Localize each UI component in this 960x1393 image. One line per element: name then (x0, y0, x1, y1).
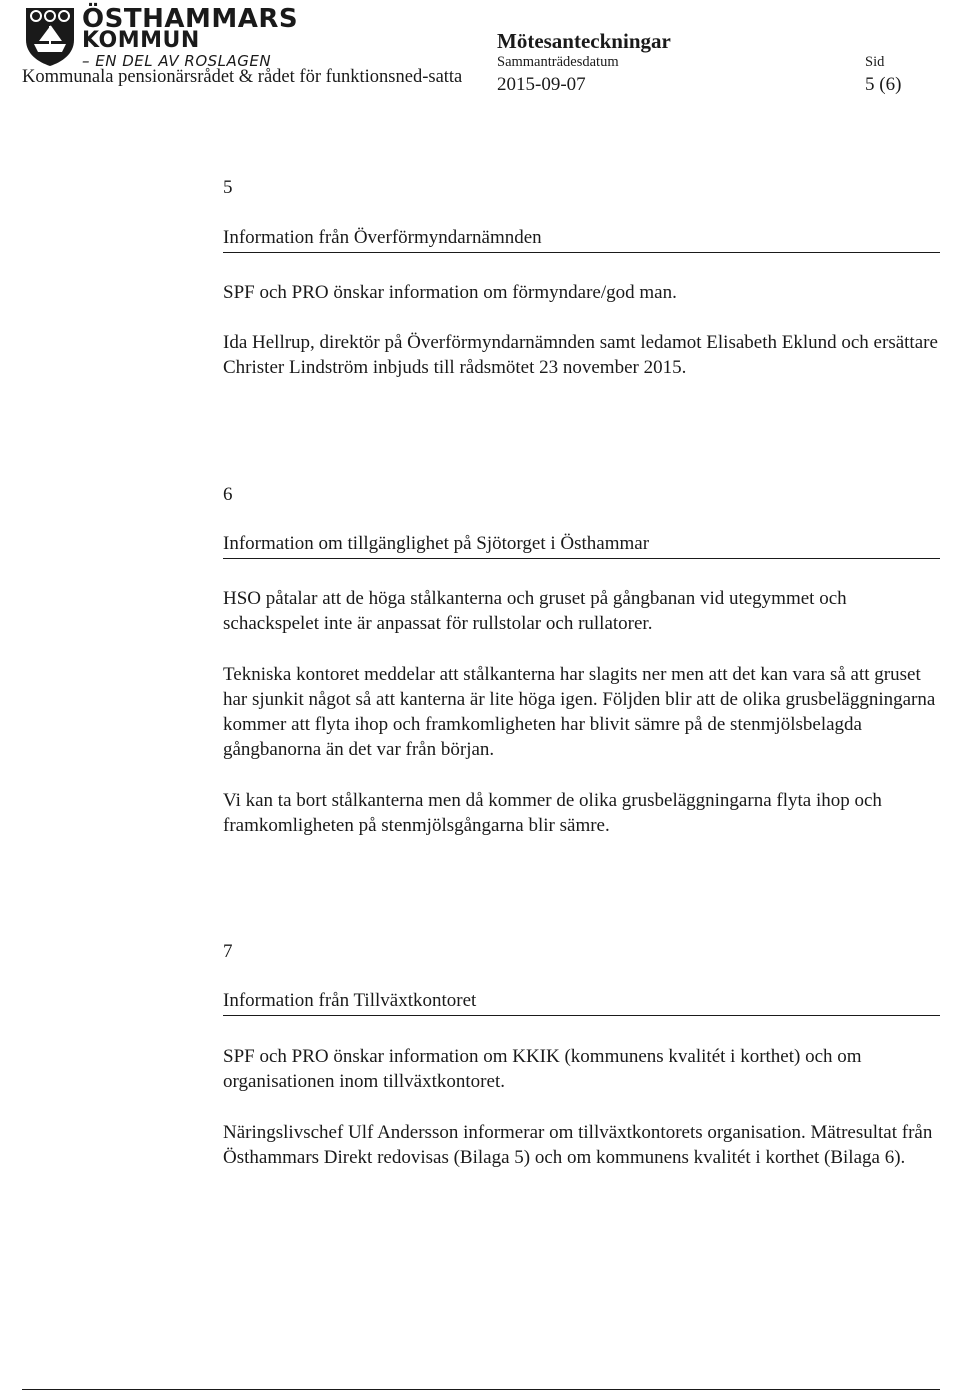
section-paragraph: Vi kan ta bort stålkanterna men då kommer de olika grusbeläggningarna flyta ihop och framkomligheten på stenmjölsgångarna blir sämre. (223, 790, 882, 836)
municipality-logo (22, 4, 299, 70)
section-title: Information från Tillväxtkontoret (223, 990, 940, 1016)
page-label: Sid (865, 54, 885, 70)
page-number: 5 (6) (865, 74, 902, 95)
section-paragraph: Tekniska kontoret meddelar att stålkanterna har slagits ner men att det kan vara så att gruset har sjunkit något så att kanterna är lite höga igen. Följden blir att de olika grusbeläggningarna kommer att flyta ihop och framkomligheten har blivit sämre på de stenmjölsbelagda gångbanorna än det var från början. (223, 664, 936, 760)
section-number: 5 (223, 177, 233, 198)
section-number: 6 (223, 484, 233, 505)
section-paragraph: Ida Hellrup, direktör på Överförmyndarnämnden samt ledamot Elisabeth Eklund och ersättare Christer Lindström inbjuds till rådsmötet 23 november 2015. (223, 332, 938, 378)
section-paragraph: SPF och PRO önskar information om förmyndare/god man. (223, 282, 677, 303)
bottom-rule (22, 1389, 940, 1390)
logo-name-line1: ÖSTHAMMARS (82, 4, 299, 34)
section-paragraph: HSO påtalar att de höga stålkanterna och gruset på gångbanan vid utegymmet och schackspelet inte är anpassat för rullstolar och rullatorer. (223, 588, 847, 634)
date-label: Sammanträdesdatum (497, 54, 619, 70)
section-title: Information från Överförmyndarnämnden (223, 227, 940, 253)
logo-name-line2: KOMMUN (82, 28, 200, 53)
document-title: Mötesanteckningar (497, 29, 671, 53)
section-paragraph: SPF och PRO önskar information om KKIK (kommunens kvalitét i korthet) och om organisationen inom tillväxtkontoret. (223, 1046, 862, 1092)
section-paragraph: Näringslivschef Ulf Andersson informerar om tillväxtkontorets organisation. Mätresultat från Östhammars Direkt redovisas (Bilaga 5) och om kommunens kvalitét i korthet (Bilaga 6). (223, 1122, 933, 1168)
section-title: Information om tillgänglighet på Sjötorget i Östhammar (223, 533, 940, 559)
meeting-date: 2015-09-07 (497, 74, 586, 95)
organization-name: Kommunala pensionärsrådet & rådet för funktionsned-satta (22, 67, 463, 87)
logo-tagline: – EN DEL AV ROSLAGEN (82, 52, 272, 70)
section-number: 7 (223, 941, 233, 962)
coat-of-arms-icon (22, 4, 78, 68)
